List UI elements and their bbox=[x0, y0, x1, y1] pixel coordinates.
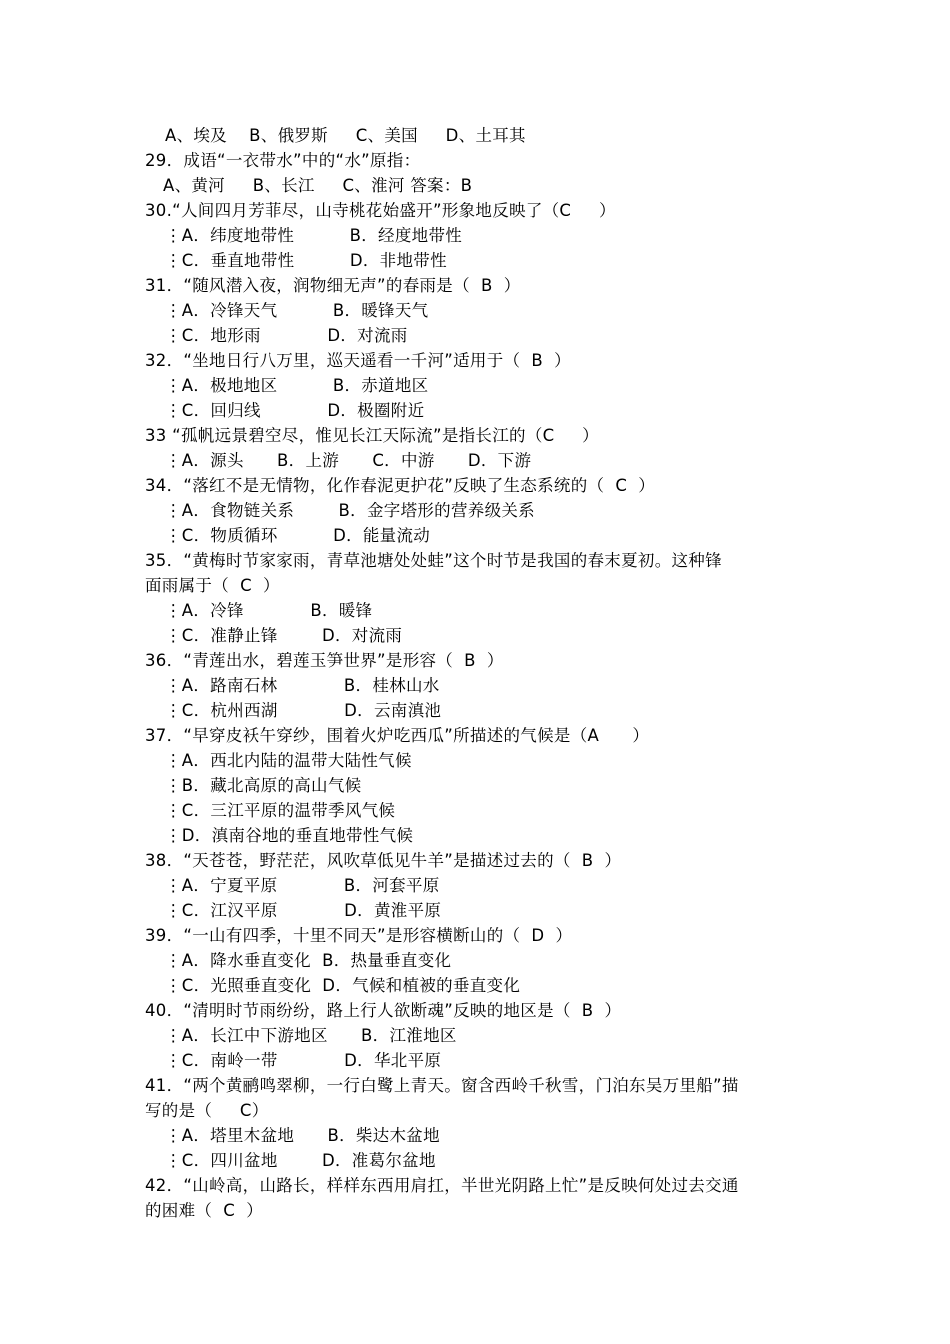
text-line: ⋮C．地形雨 D．对流雨 bbox=[165, 326, 408, 345]
text-line: A、埃及 B、俄罗斯 C、美国 D、土耳其 bbox=[165, 126, 526, 145]
text-line: ⋮C．江汉平原 D．黄淮平原 bbox=[165, 901, 442, 920]
text-line: ⋮B．藏北高原的高山气候 bbox=[165, 776, 362, 795]
text-line: ⋮A．宁夏平原 B．河套平原 bbox=[165, 876, 440, 895]
text-line: 40．“清明时节雨纷纷，路上行人欲断魂”反映的地区是（ B ） bbox=[145, 1001, 622, 1020]
text-line: ⋮C．四川盆地 D．准葛尔盆地 bbox=[165, 1151, 436, 1170]
text-line: ⋮D．滇南谷地的垂直地带性气候 bbox=[165, 826, 414, 845]
text-line: ⋮C．准静止锋 D．对流雨 bbox=[165, 626, 403, 645]
text-line: 39．“一山有四季，十里不同天”是形容横断山的（ D ） bbox=[145, 926, 573, 945]
text-line: 33 “孤帆远景碧空尽，惟见长江天际流”是指长江的（C ） bbox=[145, 426, 599, 445]
text-line: 面雨属于（ C ） bbox=[145, 576, 280, 595]
text-line: ⋮A．极地地区 B．赤道地区 bbox=[165, 376, 429, 395]
text-line: ⋮A．路南石林 B．桂林山水 bbox=[165, 676, 440, 695]
text-line: ⋮A．冷锋 B．暖锋 bbox=[165, 601, 373, 620]
text-line: ⋮C．光照垂直变化 D．气候和植被的垂直变化 bbox=[165, 976, 521, 995]
text-line: ⋮A．食物链关系 B．金字塔形的营养级关系 bbox=[165, 501, 535, 520]
text-line: ⋮A．源头 B．上游 C．中游 D．下游 bbox=[165, 451, 532, 470]
text-line: 写的是（ C） bbox=[145, 1101, 269, 1120]
text-line: 41．“两个黄鹂鸣翠柳，一行白鹭上青天。窗含西岭千秋雪，门泊东吴万里船”描 bbox=[145, 1076, 739, 1095]
text-line: 的困难（ C ） bbox=[145, 1201, 264, 1220]
text-line: ⋮A．纬度地带性 B．经度地带性 bbox=[165, 226, 463, 245]
text-line: 36．“青莲出水，碧莲玉笋世界”是形容（ B ） bbox=[145, 651, 504, 670]
text-line: ⋮C．回归线 D．极圈附近 bbox=[165, 401, 425, 420]
text-line: ⋮C．物质循环 D．能量流动 bbox=[165, 526, 431, 545]
text-line: 34．“落红不是无情物，化作春泥更护花”反映了生态系统的（ C ） bbox=[145, 476, 656, 495]
text-line: ⋮A．冷锋天气 B．暖锋天气 bbox=[165, 301, 429, 320]
text-line: ⋮C．三江平原的温带季风气候 bbox=[165, 801, 396, 820]
text-line: ⋮A．塔里木盆地 B．柴达木盆地 bbox=[165, 1126, 440, 1145]
text-line: A、黄河 B、长江 C、淮河 答案：B bbox=[163, 176, 473, 195]
text-line: 29．成语“一衣带水”中的“水”原指： bbox=[145, 151, 421, 170]
text-line: 38．“天苍苍，野茫茫，风吹草低见牛羊”是描述过去的（ B ） bbox=[145, 851, 622, 870]
text-line: ⋮C．南岭一带 D．华北平原 bbox=[165, 1051, 442, 1070]
text-line: 37．“早穿皮袄午穿纱，围着火炉吃西瓜”所描述的气候是（A ） bbox=[145, 726, 650, 745]
text-line: ⋮A．长江中下游地区 B．江淮地区 bbox=[165, 1026, 457, 1045]
text-line: 32．“坐地日行八万里，巡天遥看一千河”适用于（ B ） bbox=[145, 351, 571, 370]
text-line: ⋮C．垂直地带性 D．非地带性 bbox=[165, 251, 447, 270]
text-line: 31．“随风潜入夜，润物细无声”的春雨是（ B ） bbox=[145, 276, 521, 295]
text-line: ⋮A．降水垂直变化 B．热量垂直变化 bbox=[165, 951, 452, 970]
text-line: 35．“黄梅时节家家雨，青草池塘处处蛙”这个时节是我国的春末夏初。这种锋 bbox=[145, 551, 722, 570]
text-line: ⋮C．杭州西湖 D．云南滇池 bbox=[165, 701, 442, 720]
text-line: ⋮A．西北内陆的温带大陆性气候 bbox=[165, 751, 412, 770]
text-line: 30.“人间四月芳菲尽，山寺桃花始盛开”形象地反映了（C ） bbox=[145, 201, 616, 220]
text-line: 42．“山岭高，山路长，样样东西用肩扛，半世光阴路上忙”是反映何处过去交通 bbox=[145, 1176, 739, 1195]
